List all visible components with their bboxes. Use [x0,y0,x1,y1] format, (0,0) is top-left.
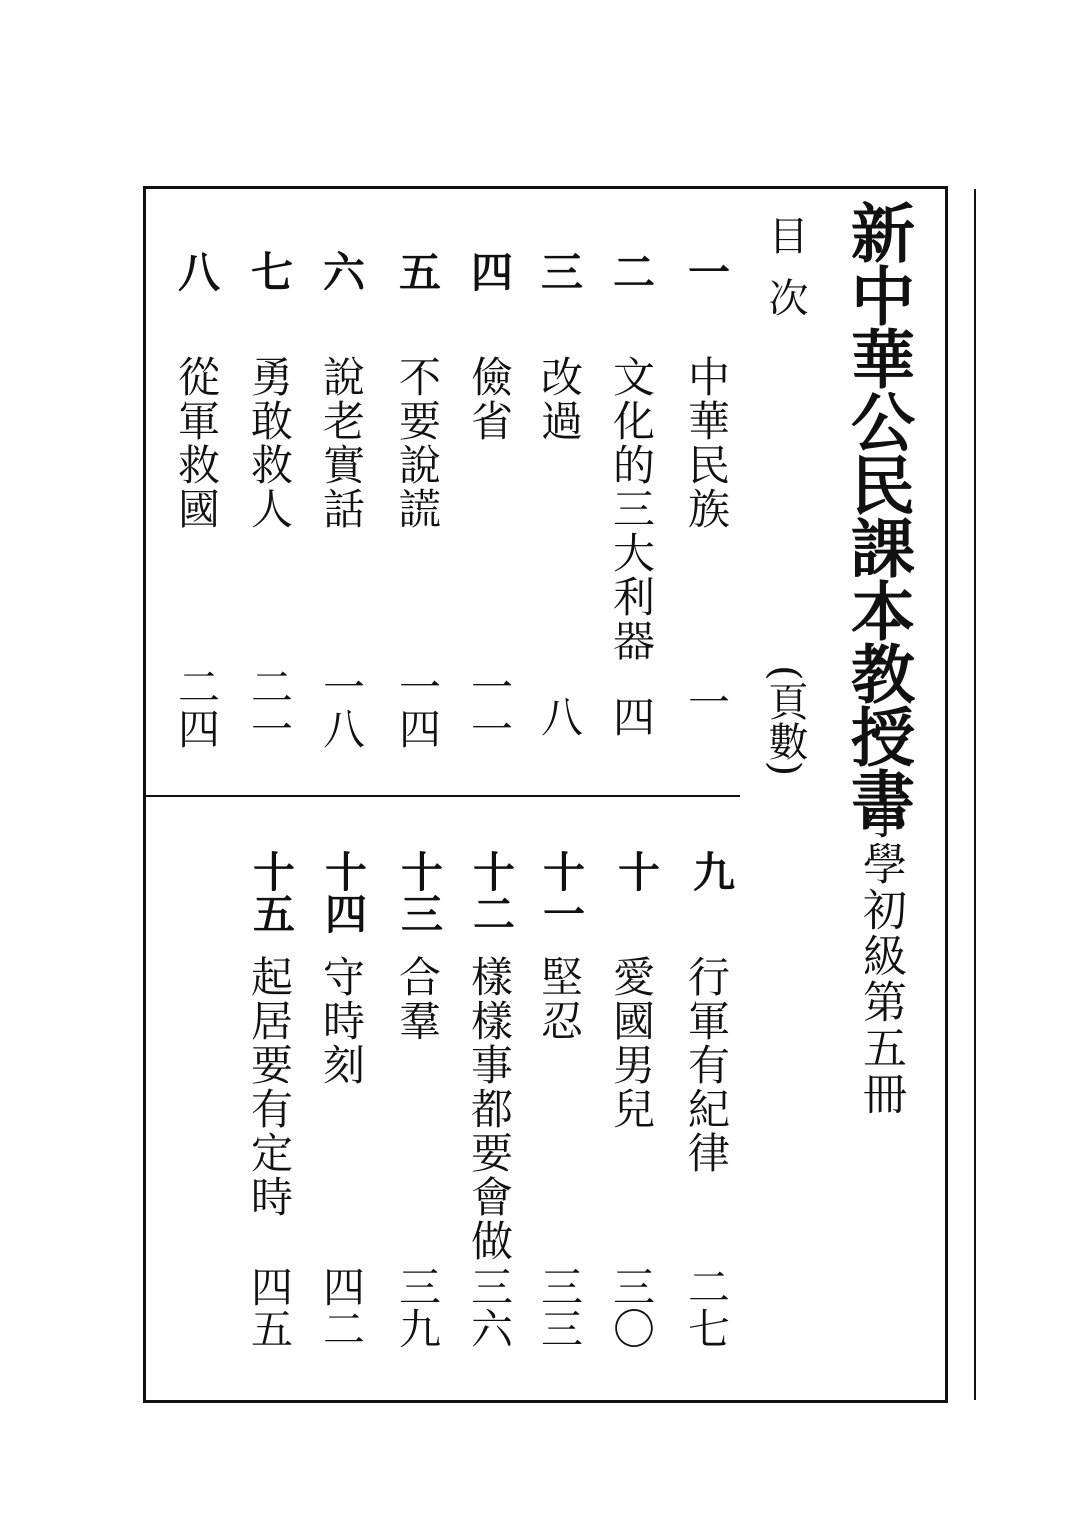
entry-number: 十四 [319,850,368,934]
entry-number: 二 [607,250,656,292]
entry-number: 十 [612,850,661,892]
entry-title: 改過 [535,355,584,443]
toc-heading: 目次 [762,215,808,339]
entry-number: 一 [682,250,731,292]
entry-page: 一 [682,680,731,722]
entry-number: 九 [687,850,736,892]
entry-number: 十二 [467,850,516,934]
entry-page: 二四 [172,665,221,749]
entry-title: 文化的三大利器 [607,355,656,663]
entry-title: 勇敢救人 [245,355,294,531]
middle-rule [146,795,740,797]
entry-title: 愛國男兒 [607,955,656,1131]
book-title: 新中華公民課本教授書 [840,200,915,830]
entry-number: 五 [393,250,442,292]
entry-title: 不要說謊 [393,355,442,531]
book-subtitle: 小學初級第五冊 [855,795,906,1117]
entry-page: 一一 [465,665,514,749]
entry-title: 行軍有紀律 [682,955,731,1175]
entry-number: 四 [465,250,514,292]
entry-title: 守時刻 [317,955,366,1087]
entry-title: 說老實話 [317,355,366,531]
entry-page: 三三 [535,1265,584,1349]
entry-page: 三〇 [607,1265,656,1349]
entry-number: 七 [245,250,294,292]
entry-page: 三九 [393,1265,442,1349]
entry-title: 儉省 [465,355,514,443]
entry-number: 十五 [247,850,296,934]
entry-page: 二七 [682,1265,731,1349]
entry-number: 八 [172,250,221,292]
entry-page: 三六 [465,1265,514,1349]
page-number-heading: (頁數) [762,665,808,777]
entry-title: 堅忍 [535,955,584,1043]
title-separator [974,189,976,1400]
entry-page: 一四 [393,665,442,749]
entry-page: 二一 [245,665,294,749]
entry-title: 從軍救國 [172,355,221,531]
entry-number: 十一 [537,850,586,934]
entry-page: 四五 [245,1265,294,1349]
entry-number: 三 [535,250,584,292]
entry-page: 八 [535,695,584,737]
entry-title: 樣樣事都要會做 [465,955,514,1263]
entry-page: 一八 [317,665,366,749]
entry-number: 六 [317,250,366,292]
entry-title: 中華民族 [682,355,731,531]
entry-number: 十三 [395,850,444,934]
entry-page: 四二 [317,1265,366,1349]
entry-title: 合羣 [393,955,442,1043]
entry-title: 起居要有定時 [245,955,294,1219]
entry-page: 四 [607,695,656,737]
